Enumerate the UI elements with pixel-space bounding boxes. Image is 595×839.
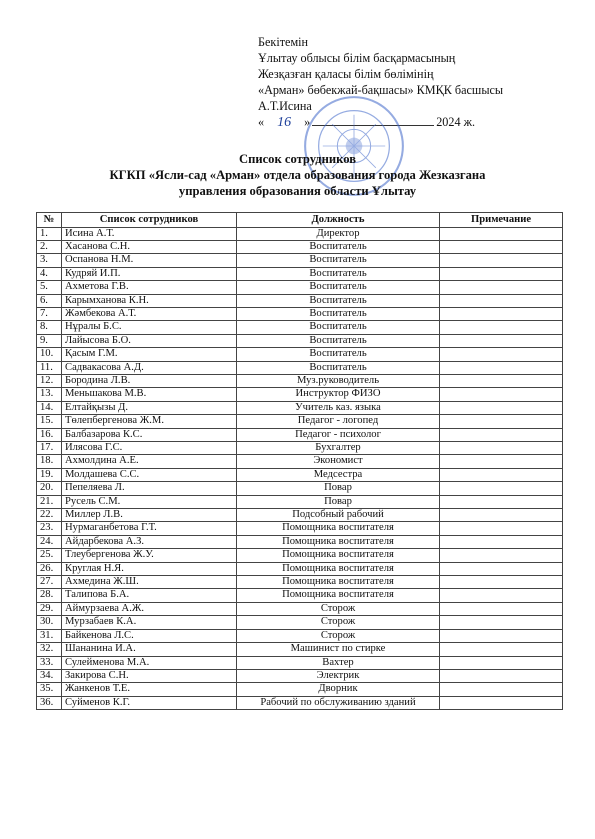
employee-name: Айдарбекова А.З. <box>62 535 237 548</box>
employee-name: Лайысова Б.О. <box>62 334 237 347</box>
employee-position: Педагог - логопед <box>237 415 440 428</box>
employee-name: Меньшакова М.В. <box>62 388 237 401</box>
employee-position: Воспитатель <box>237 307 440 320</box>
table-row <box>37 576 563 589</box>
row-note <box>440 281 563 294</box>
row-note <box>440 643 563 656</box>
employee-position: Вахтер <box>237 656 440 669</box>
employee-name: Жәмбекова А.Т. <box>62 307 237 320</box>
row-note <box>440 388 563 401</box>
employee-position: Подсобный рабочий <box>237 509 440 522</box>
row-note <box>440 669 563 682</box>
row-note <box>440 482 563 495</box>
row-number: 9. <box>37 334 62 347</box>
table-row <box>37 415 563 428</box>
row-note <box>440 455 563 468</box>
approval-heading: Бекітемін <box>258 35 309 49</box>
table-row <box>37 281 563 294</box>
header-position: Должность <box>237 213 440 228</box>
employee-name: Миллер Л.В. <box>62 509 237 522</box>
employee-name: Бородина Л.В. <box>62 374 237 387</box>
table-row <box>37 482 563 495</box>
row-number: 21. <box>37 495 62 508</box>
employee-name: Елтайқызы Д. <box>62 401 237 414</box>
table-row <box>37 696 563 709</box>
table-row <box>37 683 563 696</box>
row-note <box>440 415 563 428</box>
employee-position: Муз.руководитель <box>237 374 440 387</box>
employee-name: Балбазарова К.С. <box>62 428 237 441</box>
header-note: Примечание <box>440 213 563 228</box>
row-number: 6. <box>37 294 62 307</box>
row-number: 34. <box>37 669 62 682</box>
approval-signatory: А.Т.Исина <box>258 99 312 113</box>
row-note <box>440 683 563 696</box>
table-header-row <box>37 213 563 228</box>
row-number: 1. <box>37 227 62 240</box>
employee-position: Помощника воспитателя <box>237 576 440 589</box>
row-number: 7. <box>37 307 62 320</box>
row-number: 28. <box>37 589 62 602</box>
row-note <box>440 468 563 481</box>
table-row <box>37 348 563 361</box>
table-row <box>37 254 563 267</box>
employee-position: Экономист <box>237 455 440 468</box>
row-note <box>440 240 563 253</box>
employee-position: Воспитатель <box>237 348 440 361</box>
table-row <box>37 321 563 334</box>
row-number: 13. <box>37 388 62 401</box>
employee-position: Медсестра <box>237 468 440 481</box>
row-number: 14. <box>37 401 62 414</box>
table-row <box>37 401 563 414</box>
row-note <box>440 562 563 575</box>
employee-name: Хасанова С.Н. <box>62 240 237 253</box>
row-number: 27. <box>37 576 62 589</box>
row-number: 3. <box>37 254 62 267</box>
employee-name: Мурзабаев К.А. <box>62 616 237 629</box>
row-number: 19. <box>37 468 62 481</box>
row-note <box>440 348 563 361</box>
employee-position: Воспитатель <box>237 294 440 307</box>
table-row <box>37 334 563 347</box>
row-note <box>440 495 563 508</box>
table-row <box>37 616 563 629</box>
employee-position: Помощника воспитателя <box>237 535 440 548</box>
employee-position: Воспитатель <box>237 267 440 280</box>
row-number: 24. <box>37 535 62 548</box>
employee-position: Инструктор ФИЗО <box>237 388 440 401</box>
row-note <box>440 576 563 589</box>
row-number: 18. <box>37 455 62 468</box>
employee-name: Русель С.М. <box>62 495 237 508</box>
row-number: 31. <box>37 629 62 642</box>
employee-name: Байкенова Л.С. <box>62 629 237 642</box>
row-note <box>440 401 563 414</box>
employee-name: Кудряй И.П. <box>62 267 237 280</box>
row-note <box>440 267 563 280</box>
row-number: 15. <box>37 415 62 428</box>
table-row <box>37 656 563 669</box>
row-note <box>440 616 563 629</box>
approval-org-line: Ұлытау облысы білім басқармасының <box>258 51 456 65</box>
employee-name: Суйменов К.Г. <box>62 696 237 709</box>
table-row <box>37 388 563 401</box>
row-number: 23. <box>37 522 62 535</box>
row-note <box>440 656 563 669</box>
employee-position: Воспитатель <box>237 321 440 334</box>
employee-name: Жанкенов Т.Е. <box>62 683 237 696</box>
employee-name: Карымханова К.Н. <box>62 294 237 307</box>
table-row <box>37 227 563 240</box>
row-number: 25. <box>37 549 62 562</box>
employee-position: Дворник <box>237 683 440 696</box>
row-number: 36. <box>37 696 62 709</box>
header-number: № <box>37 213 62 228</box>
table-row <box>37 509 563 522</box>
header-employee: Список сотрудников <box>62 213 237 228</box>
row-note <box>440 629 563 642</box>
table-row <box>37 495 563 508</box>
employee-position: Повар <box>237 482 440 495</box>
table-row <box>37 602 563 615</box>
department-title: управления образования области Ұлытау <box>178 184 417 198</box>
approval-kindergarten-line: «Арман» бөбекжай-бақшасы» КМҚК басшысы <box>258 83 504 97</box>
employee-name: Пепеляева Л. <box>62 482 237 495</box>
organization-title: КГКП «Ясли-сад «Арман» отдела образования города Жезказгана <box>109 168 486 182</box>
row-number: 20. <box>37 482 62 495</box>
row-note <box>440 227 563 240</box>
employee-position: Помощника воспитателя <box>237 522 440 535</box>
employee-name: Ахмолдина А.Е. <box>62 455 237 468</box>
row-number: 8. <box>37 321 62 334</box>
date-day: 16 <box>277 115 292 130</box>
row-note <box>440 334 563 347</box>
employee-name: Аймурзаева А.Ж. <box>62 602 237 615</box>
employee-name: Қасым Г.М. <box>62 348 237 361</box>
table-row <box>37 522 563 535</box>
row-note <box>440 428 563 441</box>
row-number: 12. <box>37 374 62 387</box>
employee-name: Нұралы Б.С. <box>62 321 237 334</box>
row-note <box>440 307 563 320</box>
row-note <box>440 374 563 387</box>
table-row <box>37 468 563 481</box>
employee-position: Помощника воспитателя <box>237 589 440 602</box>
employee-position: Рабочий по обслуживанию зданий <box>237 696 440 709</box>
employee-position: Директор <box>237 227 440 240</box>
row-number: 2. <box>37 240 62 253</box>
row-number: 5. <box>37 281 62 294</box>
employee-position: Воспитатель <box>237 240 440 253</box>
table-row <box>37 442 563 455</box>
row-number: 32. <box>37 643 62 656</box>
employee-name: Талипова Б.А. <box>62 589 237 602</box>
table-row <box>37 589 563 602</box>
row-number: 33. <box>37 656 62 669</box>
employee-position: Помощника воспитателя <box>237 549 440 562</box>
employee-name: Оспанова Н.М. <box>62 254 237 267</box>
employee-position: Учитель каз. языка <box>237 401 440 414</box>
employee-position: Воспитатель <box>237 361 440 374</box>
employee-position: Воспитатель <box>237 334 440 347</box>
row-note <box>440 522 563 535</box>
table-row <box>37 669 563 682</box>
table-row <box>37 455 563 468</box>
employee-position: Воспитатель <box>237 281 440 294</box>
row-note <box>440 549 563 562</box>
row-note <box>440 602 563 615</box>
row-number: 35. <box>37 683 62 696</box>
date-year: 2024 ж. <box>436 115 476 129</box>
table-row <box>37 535 563 548</box>
row-note <box>440 696 563 709</box>
employee-position: Электрик <box>237 669 440 682</box>
row-number: 17. <box>37 442 62 455</box>
row-number: 11. <box>37 361 62 374</box>
employee-name: Ахмедина Ж.Ш. <box>62 576 237 589</box>
table-row <box>37 307 563 320</box>
employee-position: Сторож <box>237 616 440 629</box>
employee-name: Шананина И.А. <box>62 643 237 656</box>
employee-name: Сулейменова М.А. <box>62 656 237 669</box>
employee-name: Нурмаганбетова Г.Т. <box>62 522 237 535</box>
row-note <box>440 254 563 267</box>
employee-name: Молдашева С.С. <box>62 468 237 481</box>
row-note <box>440 509 563 522</box>
table-row <box>37 361 563 374</box>
date-open-quote: « <box>258 115 265 129</box>
employee-name: Исина А.Т. <box>62 227 237 240</box>
employee-name: Садвакасова А.Д. <box>62 361 237 374</box>
row-number: 26. <box>37 562 62 575</box>
row-number: 22. <box>37 509 62 522</box>
employee-position: Воспитатель <box>237 254 440 267</box>
row-note <box>440 535 563 548</box>
employee-position: Помощника воспитателя <box>237 562 440 575</box>
row-number: 16. <box>37 428 62 441</box>
row-note <box>440 361 563 374</box>
employee-position: Повар <box>237 495 440 508</box>
employee-position: Педагог - психолог <box>237 428 440 441</box>
table-row <box>37 428 563 441</box>
table-row <box>37 562 563 575</box>
employee-position: Сторож <box>237 602 440 615</box>
table-row <box>37 267 563 280</box>
employee-position: Бухгалтер <box>237 442 440 455</box>
table-row <box>37 294 563 307</box>
employee-name: Закирова С.Н. <box>62 669 237 682</box>
row-note <box>440 294 563 307</box>
table-row <box>37 643 563 656</box>
employee-name: Ахметова Г.В. <box>62 281 237 294</box>
row-number: 4. <box>37 267 62 280</box>
table-row <box>37 240 563 253</box>
employee-name: Төлепбергенова Ж.М. <box>62 415 237 428</box>
row-note <box>440 442 563 455</box>
row-number: 30. <box>37 616 62 629</box>
list-title: Список сотрудников <box>238 152 357 166</box>
employee-position: Сторож <box>237 629 440 642</box>
employee-name: Илясова Г.С. <box>62 442 237 455</box>
employee-name: Круглая Н.Я. <box>62 562 237 575</box>
employee-position: Машинист по стирке <box>237 643 440 656</box>
table-row <box>37 374 563 387</box>
row-note <box>440 589 563 602</box>
table-row <box>37 549 563 562</box>
row-number: 29. <box>37 602 62 615</box>
date-close-quote: » <box>304 115 311 129</box>
row-number: 10. <box>37 348 62 361</box>
table-row <box>37 629 563 642</box>
approval-dept-line: Жезқазған қаласы білім бөлімінің <box>258 67 434 81</box>
row-note <box>440 321 563 334</box>
staff-table <box>36 212 563 710</box>
employee-name: Тлеубергенова Ж.У. <box>62 549 237 562</box>
